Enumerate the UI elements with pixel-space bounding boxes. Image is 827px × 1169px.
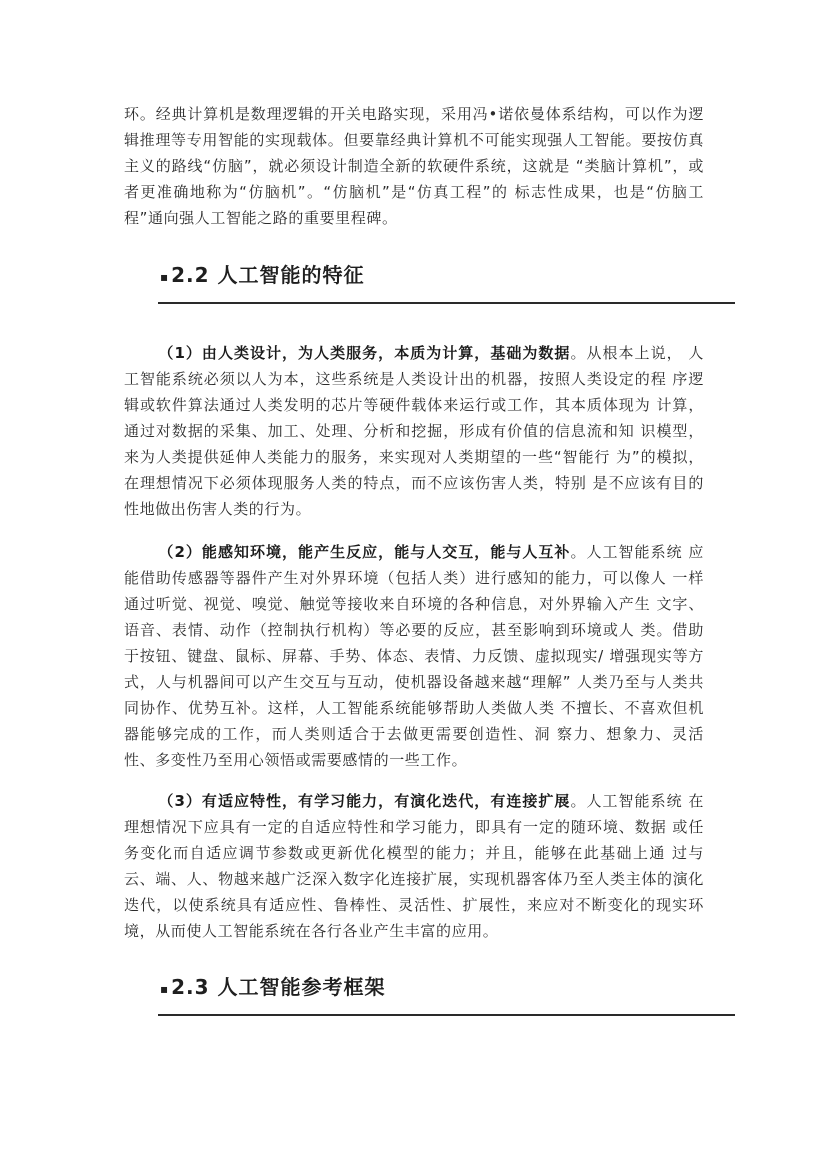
heading-bullet: ▪	[160, 269, 170, 284]
section-heading-2-3	[160, 971, 386, 1000]
heading-bullet: ▪	[160, 981, 170, 996]
feature-body-1: 。从根本上说， 人工智能系统必须以人为本，这些系统是人类设计出的机器，按照人类设定的程 序逻辑或软件算法通过人类发明的芯片等硬件载体来运行或工作，其本质体现为 计算，通过对数据的采集、加工、处理、分析和挖掘，形成有价值的信息流和知 识模型，来为人类提供延伸人类能力的服务，来实现对人类期望的一些“智能行 为”的模拟，在理想情况下必须体现服务人类的特点，而不应该伤害人类，特别 是不应该有目的性地做出伤害人类的行为。	[124, 344, 705, 518]
feature-lead-2: （2）能感知环境，能产生反应，能与人交互，能与人互补	[158, 543, 571, 561]
feature-lead-3: （3）有适应特性，有学习能力，有演化迭代，有连接扩展	[158, 792, 571, 810]
feature-body-2: 。人工智能系统 应能借助传感器等器件产生对外界环境（包括人类）进行感知的能力，可以像人 一样通过听觉、视觉、嗅觉、触觉等接收来自环境的各种信息，对外界输入产生 文字、语音、表情、动作（控制执行机构）等必要的反应，甚至影响到环境或人 类。借助于按钮、键盘、鼠标、屏幕、手势、体态、表情、力反馈、虚拟现实/ 增强现实等方式，人与机器间可以产生交互与互动，使机器设备越来越“理解” 人类乃至与人类共同协作、优势互补。这样，人工智能系统能够帮助人类做人类 不擅长、不喜欢但机器能够完成的工作，而人类则适合于去做更需要创造性、洞 察力、想象力、灵活性、多变性乃至用心领悟或需要感情的一些工作。	[124, 543, 705, 769]
heading-text: 2.3 人工智能参考框架	[171, 975, 386, 999]
feature-body-3: 。人工智能系统 在理想情况下应具有一定的自适应特性和学习能力，即具有一定的随环境、数据 或任务变化而自适应调节参数或更新优化模型的能力；并且，能够在此基础上通 过与云、端、人、物越来越广泛深入数字化连接扩展，实现机器客体乃至人类主体的演化迭代，以使系统具有适应性、鲁棒性、灵活性、扩展性，来应对不断变化的现实环境，从而使人工智能系统在各行各业产生丰富的应用。	[124, 792, 705, 940]
heading-text: 2.2 人工智能的特征	[171, 263, 365, 287]
intro-paragraph: 环。经典计算机是数理逻辑的开关电路实现，采用冯•诺依曼体系结构，可以作为逻辑推理等专用智能的实现载体。但要靠经典计算机不可能实现强人工智能。要按仿真主义的路线“仿脑”，就必须设计制造全新的软硬件系统，这就是 “类脑计算机”，或者更准确地称为“仿脑机”。“仿脑机”是“仿真工程”的 标志性成果，也是“仿脑工程”通向强人工智能之路的重要里程碑。	[124, 105, 704, 227]
feature-paragraph-1	[124, 340, 704, 522]
feature-paragraph-3	[124, 788, 704, 944]
section-divider	[158, 302, 735, 304]
feature-paragraph-2	[124, 539, 704, 773]
feature-lead-1: （1）由人类设计，为人类服务，本质为计算，基础为数据	[158, 344, 571, 362]
section-divider	[158, 1014, 735, 1016]
section-heading-2-2	[160, 259, 365, 288]
